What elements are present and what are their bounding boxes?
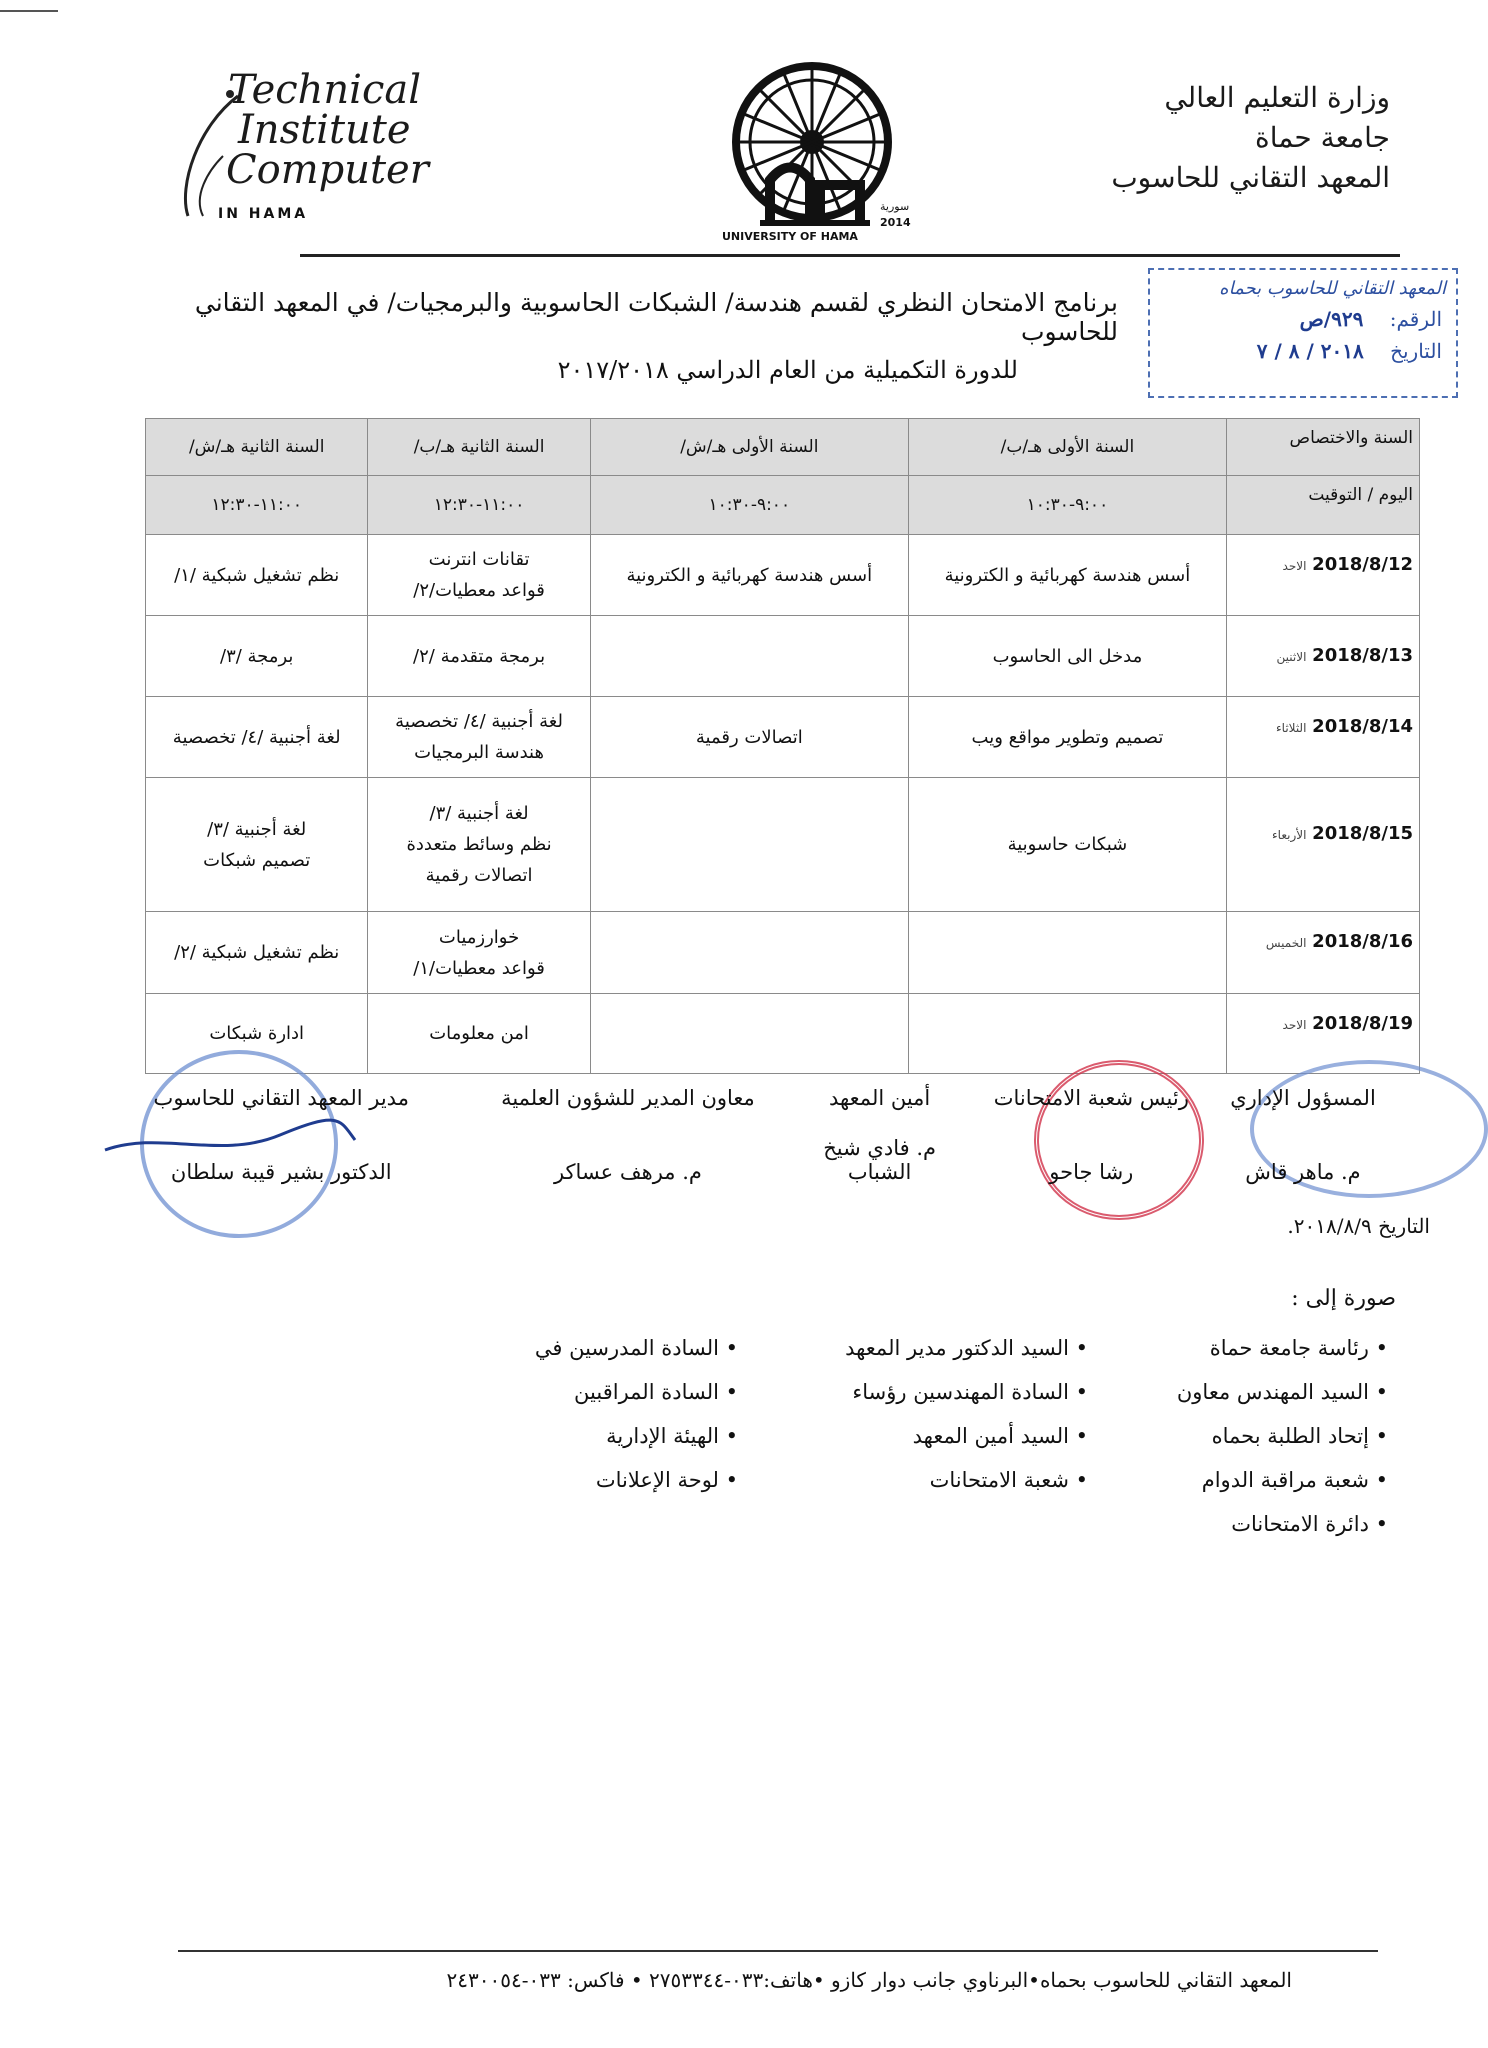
header-divider [300,254,1400,257]
table-cell [368,912,590,994]
list-item: • السادة المراقبين [408,1370,738,1414]
list-item: • رئاسة جامعة حماة [1098,1326,1388,1370]
subject: لغة أجنبية /٣/ [207,818,307,840]
exam-date: 2018/8/19 [1312,1013,1413,1034]
exam-schedule-table [145,418,1420,1074]
table-time-row [146,476,1420,535]
table-cell [908,535,1226,616]
signature-title: رئيس شعبة الامتحانات [993,1086,1189,1110]
signature-scribble [100,1100,360,1170]
logo-line-3: Computer [226,147,429,193]
exam-date: 2018/8/12 [1312,554,1413,575]
reference-date-label: التاريخ [1390,339,1442,363]
copies-title: صورة إلى : [1291,1286,1396,1311]
column-time: ٩:٠٠-١٠:٣٠ [590,476,908,535]
table-row [146,994,1420,1074]
list-item: • السادة المدرسين في [408,1326,738,1370]
list-item: • السادة المهندسين رؤساء [758,1370,1088,1414]
table-cell [146,778,368,912]
table-cell [590,697,908,778]
signature-title: مدير المعهد التقاني للحاسوب [153,1086,409,1110]
signatory-name: م. ماهر قاش [1245,1160,1361,1184]
table-cell [908,697,1226,778]
table-row [146,778,1420,912]
subject: برمجة متقدمة /٢/ [413,645,546,667]
list-item: • الهيئة الإدارية [408,1414,738,1458]
subject: قواعد معطيات/٢/ [413,580,545,601]
reference-number-value: ٩٢٩/ص [1299,307,1364,331]
subject: خوارزميات [438,926,520,948]
signatory-name: م. مرهف عساكر [553,1160,702,1184]
document-title: برنامج الامتحان النظري لقسم هندسة/ الشبكات الحاسوبية والبرمجيات/ في المعهد التقاني للحاسوب [194,288,1118,346]
footer-divider [178,1950,1378,1952]
list-item: • شعبة الامتحانات [758,1458,1088,1502]
table-cell [368,778,590,912]
document-subtitle: للدورة التكميلية من العام الدراسي ٢٠١٧/٢٠١٨ [557,356,1018,384]
university-logo-year: 2014 [880,216,911,229]
list-item: • شعبة مراقبة الدوام [1098,1458,1388,1502]
signature-title: معاون المدير للشؤون العلمية [501,1086,755,1110]
subject: نظم تشغيل شبكية /١/ [174,564,340,586]
ministry-name: وزارة التعليم العالي [1164,81,1390,114]
university-logo [720,60,920,248]
copies-column-1 [1098,1326,1388,1546]
list-item: • دائرة الامتحانات [1098,1502,1388,1546]
column-header: السنة الثانية هـ/ش/ [146,419,368,476]
exam-date: 2018/8/16 [1312,931,1413,952]
list-item: • السيد أمين المعهد [758,1414,1088,1458]
table-cell [146,912,368,994]
table-header-row [146,419,1420,476]
day-cell [1227,535,1420,616]
day-name: الثلاثاء [1276,721,1307,735]
table-cell [908,616,1226,697]
subject: تصميم شبكات [203,849,311,871]
list-item: • إتحاد الطلبة بحماه [1098,1414,1388,1458]
table-cell [590,616,908,697]
copies-column-3 [408,1326,738,1502]
table-cell [590,778,908,912]
subject: برمجة /٣/ [220,645,294,667]
signing-date: التاريخ ٢٠١٨/٨/٩. [1287,1214,1430,1238]
day-name: الاحد [1282,1018,1307,1032]
day-cell [1227,697,1420,778]
exam-date: 2018/8/15 [1312,823,1413,844]
signature-title: المسؤول الإداري [1230,1086,1376,1110]
university-logo-country: سورية [880,200,910,213]
table-cell [590,994,908,1074]
university-logo-caption: UNIVERSITY OF HAMA [722,230,858,243]
footer-contact: المعهد التقاني للحاسوب بحماه•البرناوي جانب دوار كازو •هاتف:٠٣٣-٢٧٥٣٣٤٤ • فاكس: ٠٣٣-٢٤٣٠٠٥٤ [446,1968,1292,1992]
day-name: الخميس [1265,936,1307,950]
table-cell [908,994,1226,1074]
subject: هندسة البرمجيات [414,742,544,763]
institute-name: المعهد التقاني للحاسوب [1111,161,1390,194]
column-header: السنة الثانية هـ/ب/ [368,419,590,476]
subject: أسس هندسة كهربائية و الكترونية [944,564,1191,586]
time-corner: اليوم / التوقيت [1227,476,1420,535]
table-cell [146,697,368,778]
table-cell [908,778,1226,912]
table-cell [908,912,1226,994]
day-cell [1227,912,1420,994]
copies-column-2 [758,1326,1088,1502]
header-organization [970,78,1390,198]
table-cell [368,616,590,697]
table-cell [368,994,590,1074]
exam-date: 2018/8/13 [1312,644,1413,666]
table-cell [368,697,590,778]
day-name: الاثنين [1276,649,1307,664]
day-name: الأربعاء [1272,828,1307,842]
table-row [146,616,1420,697]
signatory-name: رشا جاحو [1049,1160,1134,1184]
table-cell [590,535,908,616]
list-item: • السيد المهندس معاون [1098,1370,1388,1414]
logo-line-2: Institute [238,107,411,153]
logo-subtitle: IN HAMA [218,206,309,222]
day-cell [1227,616,1420,697]
reference-number-label: الرقم: [1389,307,1442,331]
table-row [146,535,1420,616]
reference-stamp [1148,268,1458,398]
subject: نظم تشغيل شبكية /٢/ [174,942,340,963]
subject: تقانات انترنت [428,549,530,570]
reference-date-value: ٢٠١٨ / ٨ / ٧ [1256,339,1364,363]
list-item: • لوحة الإعلانات [408,1458,738,1502]
subject: ادارة شبكات [209,1023,305,1044]
signature-title: أمين المعهد [828,1086,931,1110]
table-cell [368,535,590,616]
table-cell [146,616,368,697]
subject: لغة أجنبية /٤/ تخصصية [172,726,341,748]
subject: لغة أجنبية /٣/ [429,803,529,824]
table-cell [146,535,368,616]
institute-logo [168,66,528,236]
subject: قواعد معطيات/١/ [413,957,545,979]
subject: أسس هندسة كهربائية و الكترونية [626,564,873,586]
list-item: • السيد الدكتور مدير المعهد [758,1326,1088,1370]
header-corner: السنة والاختصاص [1227,419,1420,476]
subject: نظم وسائط متعددة [406,834,552,855]
reference-stamp-title: المعهد التقاني للحاسوب بحماه [1219,278,1446,299]
subject: لغة أجنبية /٤/ تخصصية [395,711,563,732]
column-time: ١١:٠٠-١٢:٣٠ [368,476,590,535]
subject: تصميم وتطوير مواقع ويب [971,726,1164,748]
signatory-name: م. فادي شيخ الشباب [823,1136,936,1184]
subject: اتصالات رقمية [425,865,533,886]
column-time: ١١:٠٠-١٢:٣٠ [146,476,368,535]
subject: مدخل الى الحاسوب [992,645,1143,667]
signatory-name: الدكتور بشير قيبة سلطان [170,1160,392,1184]
subject: امن معلومات [429,1023,529,1044]
column-header: السنة الأولى هـ/ش/ [590,419,908,476]
column-header: السنة الأولى هـ/ب/ [908,419,1226,476]
day-cell [1227,778,1420,912]
scan-edge-line [0,10,58,12]
logo-line-1: Technical [228,67,422,113]
table-row [146,697,1420,778]
table-cell [590,912,908,994]
column-time: ٩:٠٠-١٠:٣٠ [908,476,1226,535]
subject: شبكات حاسوبية [1007,834,1128,855]
day-name: الاحد [1282,559,1307,573]
exam-date: 2018/8/14 [1312,716,1413,737]
subject: اتصالات رقمية [695,726,803,748]
table-row [146,912,1420,994]
university-name: جامعة حماة [1255,121,1390,154]
